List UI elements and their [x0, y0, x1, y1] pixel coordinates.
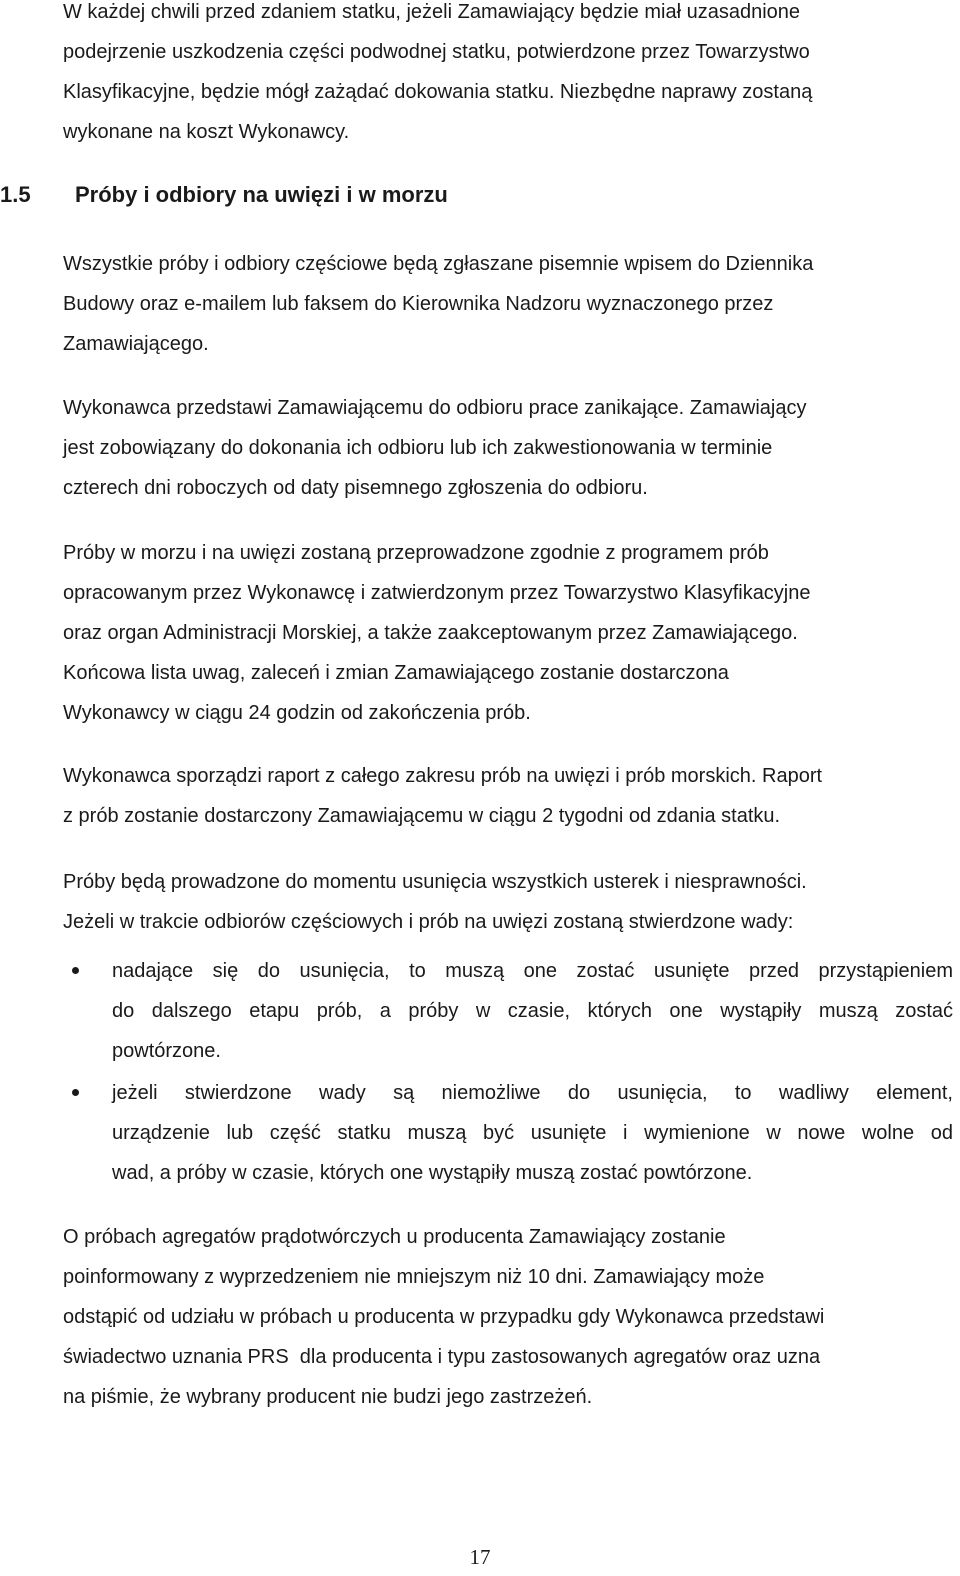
page-number: 17 [469, 1545, 491, 1569]
section-number: 1.5 [0, 182, 31, 207]
text-line: do dalszego etapu prób, a próby w czasie, których one wystąpiły muszą zostać [112, 1000, 953, 1022]
text-line: O próbach agregatów prądotwórczych u producenta Zamawiający zostanie [63, 1226, 726, 1248]
text-line: wad, a próby w czasie, których one wystąpiły muszą zostać powtórzone. [112, 1162, 753, 1184]
text-line: urządzenie lub część statku muszą być usunięte i wymienione w nowe wolne od [112, 1122, 953, 1144]
list-item [63, 951, 953, 1071]
paragraph-tests-reporting [63, 244, 953, 364]
bullet-icon [72, 1089, 79, 1096]
text-line: Wszystkie próby i odbiory częściowe będą zgłaszane pisemnie wpisem do Dziennika [63, 253, 814, 275]
text-line: Wykonawca sporządzi raport z całego zakresu prób na uwięzi i prób morskich. Raport [63, 765, 823, 787]
text-line: na piśmie, że wybrany producent nie budzi jego zastrzeżeń. [63, 1386, 593, 1408]
paragraph-defects-intro [63, 862, 953, 942]
text-line: jest zobowiązany do dokonania ich odbioru lub ich zakwestionowania w terminie [63, 437, 773, 459]
text-line: Próby będą prowadzone do momentu usunięcia wszystkich usterek i niesprawności. [63, 871, 807, 893]
text-line: odstąpić od udziału w próbach u producenta w przypadku gdy Wykonawca przedstawi [63, 1306, 825, 1328]
text-line: z prób zostanie dostarczony Zamawiającemu w ciągu 2 tygodni od zdania statku. [63, 805, 781, 827]
text-line: oraz organ Administracji Morskiej, a także zaakceptowanym przez Zamawiającego. [63, 622, 798, 644]
text-line: Wykonawca przedstawi Zamawiającemu do odbioru prace zanikające. Zamawiający [63, 397, 807, 419]
text-line: W każdej chwili przed zdaniem statku, jeżeli Zamawiający będzie miał uzasadnione [63, 1, 801, 23]
text-line: wykonane na koszt Wykonawcy. [63, 121, 350, 143]
bullet-icon [72, 967, 79, 974]
text-line: Wykonawcy w ciągu 24 godzin od zakończenia prób. [63, 702, 531, 724]
text-line: jeżeli stwierdzone wady są niemożliwe do usunięcia, to wadliwy element, [112, 1082, 953, 1104]
text-line: poinformowany z wyprzedzeniem nie mniejszym niż 10 dni. Zamawiający może [63, 1266, 765, 1288]
text-line: powtórzone. [112, 1040, 221, 1062]
intro-paragraph [63, 0, 953, 152]
defects-bullet-list [63, 951, 953, 1193]
section-title: Próby i odbiory na uwięzi i w morzu [75, 182, 448, 207]
paragraph-report [63, 756, 953, 836]
paragraph-sea-trials [63, 533, 953, 733]
text-line: Końcowa lista uwag, zaleceń i zmian Zamawiającego zostanie dostarczona [63, 662, 729, 684]
list-item [63, 1073, 953, 1193]
text-line: świadectwo uznania PRS dla producenta i typu zastosowanych agregatów oraz uzna [63, 1346, 821, 1368]
paragraph-hidden-works [63, 388, 953, 508]
text-line: Próby w morzu i na uwięzi zostaną przeprowadzone zgodnie z programem prób [63, 542, 769, 564]
text-line: Zamawiającego. [63, 333, 209, 355]
text-line: Klasyfikacyjne, będzie mógł zażądać dokowania statku. Niezbędne naprawy zostaną [63, 81, 813, 103]
text-line: Budowy oraz e-mailem lub faksem do Kierownika Nadzoru wyznaczonego przez [63, 293, 774, 315]
paragraph-generators [63, 1217, 953, 1417]
text-line: Jeżeli w trakcie odbiorów częściowych i prób na uwięzi zostaną stwierdzone wady: [63, 911, 794, 933]
text-line: podejrzenie uszkodzenia części podwodnej statku, potwierdzone przez Towarzystwo [63, 41, 810, 63]
text-line: czterech dni roboczych od daty pisemnego zgłoszenia do odbioru. [63, 477, 648, 499]
text-line: opracowanym przez Wykonawcę i zatwierdzonym przez Towarzystwo Klasyfikacyjne [63, 582, 811, 604]
text-line: nadające się do usunięcia, to muszą one zostać usunięte przed przystąpieniem [112, 960, 953, 982]
